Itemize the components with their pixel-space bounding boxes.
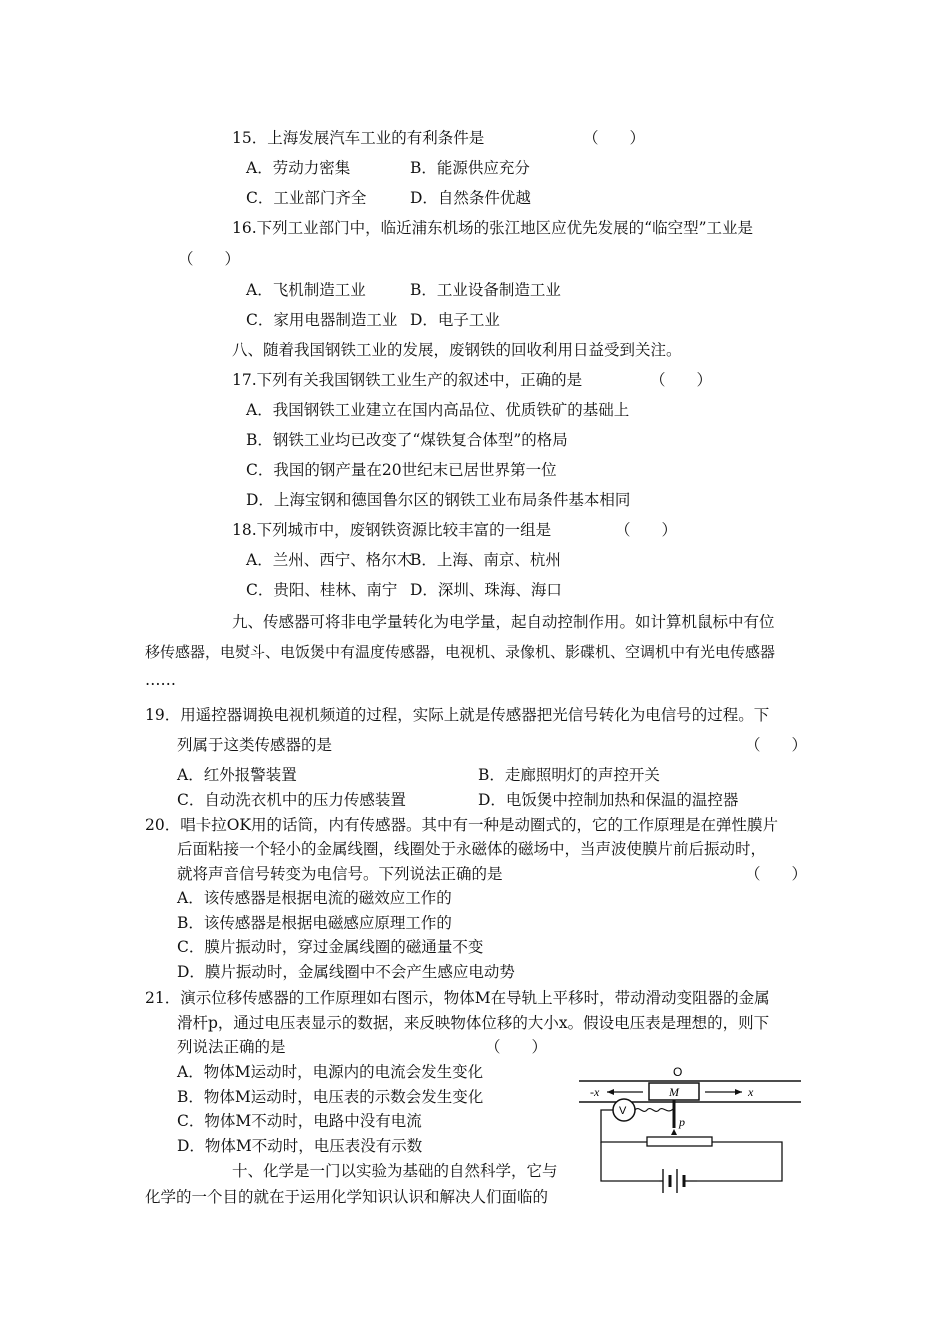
section-10-line1-left: 十、化学是一门以实验为基础的自然科学，它与 [232, 1162, 558, 1180]
q20-option-c: C．膜片振动时，穿过金属线圈的磁通量不变 [177, 938, 484, 956]
q18-stem: 18.下列城市中，废钢铁资源比较丰富的一组是 [232, 521, 552, 539]
q21-option-a: A．物体M运动时，电源内的电流会发生变化 [177, 1063, 484, 1081]
origin-label: O [673, 1065, 683, 1079]
q21-option-b: B．物体M运动时，电压表的示数会发生变化 [177, 1088, 484, 1106]
positive-x-label: x [748, 1085, 754, 1099]
q17-answer-blank: （ ） [650, 371, 713, 389]
section-9-line1: 九、传感器可将非电学量转化为电学量，起自动控制作用。如计算机鼠标中有位 [232, 613, 775, 631]
q18-option-c: C．贵阳、桂林、南宁 [246, 581, 398, 599]
section-8-intro: 八、随着我国钢铁工业的发展，废钢铁的回收利用日益受到关注。 [232, 341, 682, 359]
q16-answer-blank: （ ） [178, 250, 241, 268]
q16-option-c: C．家用电器制造工业 [246, 311, 398, 329]
q19-answer-blank: （ ） [745, 736, 808, 754]
q15-option-c: C．工业部门齐全 [246, 189, 367, 207]
q17-option-d: D．上海宝钢和德国鲁尔区的钢铁工业布局条件基本相同 [246, 491, 631, 509]
q19-option-a: A．红外报警装置 [177, 766, 297, 784]
q17-option-b: B．钢铁工业均已改变了“煤铁复合体型”的格局 [246, 431, 568, 449]
q18-option-b: B．上海、南京、杭州 [410, 551, 561, 569]
q21-answer-blank: （ ） [485, 1038, 548, 1056]
q17-option-c: C．我国的钢产量在20世纪末已居世界第一位 [246, 461, 557, 479]
q18-option-d: D．深圳、珠海、海口 [410, 581, 562, 599]
slider-p-label: p [679, 1115, 685, 1129]
q16-option-b: B．工业设备制造工业 [410, 281, 561, 299]
q16-option-a: A．飞机制造工业 [246, 281, 366, 299]
section-10-line2: 化学的一个目的就在于运用化学知识认识和解决人们面临的 [145, 1188, 549, 1206]
q20-option-a: A．该传感器是根据电流的磁效应工作的 [177, 889, 452, 907]
section-9-line3: …… [145, 671, 176, 689]
q17-option-a: A．我国钢铁工业建立在国内高品位、优质铁矿的基础上 [246, 401, 630, 419]
q19-line2: 列属于这类传感器的是 [177, 736, 333, 754]
object-m-label: M [669, 1085, 679, 1099]
q15-option-b: B．能源供应充分 [410, 159, 530, 177]
displacement-sensor-diagram [577, 1065, 807, 1202]
voltmeter-label: V [619, 1105, 627, 1117]
q20-line1: 20．唱卡拉OK用的话筒，内有传感器。其中有一种是动圈式的，它的工作原理是在弹性膜片 [145, 816, 779, 834]
q18-answer-blank: （ ） [615, 521, 678, 539]
q20-option-d: D．膜片振动时，金属线圈中不会产生感应电动势 [177, 963, 515, 981]
q20-line3: 就将声音信号转变为电信号。下列说法正确的是 [177, 865, 503, 883]
q17-stem: 17.下列有关我国钢铁工业生产的叙述中，正确的是 [232, 371, 583, 389]
q15-option-a: A．劳动力密集 [246, 159, 351, 177]
q19-option-b: B．走廊照明灯的声控开关 [478, 766, 660, 784]
q20-line2: 后面粘接一个轻小的金属线圈，线圈处于永磁体的磁场中，当声波使膜片前后振动时， [177, 840, 767, 858]
q21-line1: 21．演示位移传感器的工作原理如右图示，物体M在导轨上平移时，带动滑动变阻器的金属 [145, 989, 770, 1007]
q19-option-d: D．电饭煲中控制加热和保温的温控器 [478, 791, 739, 809]
q21-option-d: D．物体M不动时，电压表没有示数 [177, 1137, 423, 1155]
q16-option-d: D．电子工业 [410, 311, 500, 329]
q15-option-d: D．自然条件优越 [410, 189, 531, 207]
q18-option-a: A．兰州、西宁、格尔木 [246, 551, 413, 569]
negative-x-label: -x [590, 1085, 600, 1099]
q16-stem: 16.下列工业部门中，临近浦东机场的张江地区应优先发展的“临空型”工业是 [232, 219, 754, 237]
q19-line1: 19．用遥控器调换电视机频道的过程，实际上就是传感器把光信号转化为电信号的过程。下 [145, 706, 770, 724]
q20-answer-blank: （ ） [745, 865, 808, 883]
rheostat-resistor [647, 1137, 712, 1146]
section-9-line2: 移传感器，电熨斗、电饭煲中有温度传感器，电视机、录像机、影碟机、空调机中有光电传感器 [145, 643, 776, 661]
q21-option-c: C．物体M不动时，电路中没有电流 [177, 1112, 422, 1130]
q19-option-c: C．自动洗衣机中的压力传感装置 [177, 791, 406, 809]
q21-line3: 列说法正确的是 [177, 1038, 286, 1056]
q15-answer-blank: （ ） [583, 129, 646, 147]
q21-line2: 滑杆p，通过电压表显示的数据，来反映物体位移的大小x。假设电压表是理想的，则下 [177, 1014, 770, 1032]
q20-option-b: B．该传感器是根据电磁感应原理工作的 [177, 914, 452, 932]
q15-stem: 15．上海发展汽车工业的有利条件是 [232, 129, 485, 147]
